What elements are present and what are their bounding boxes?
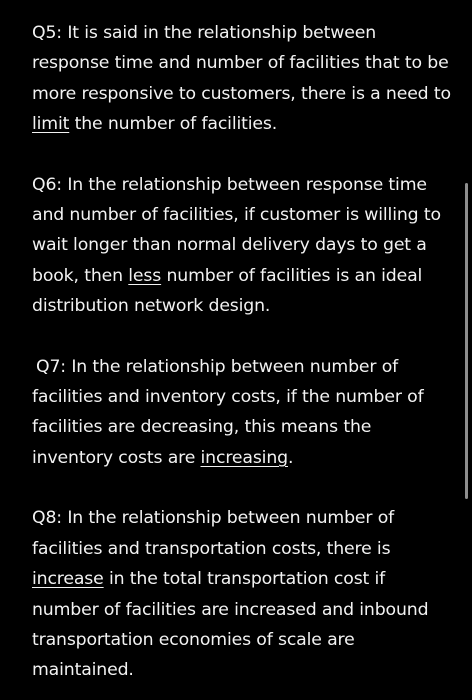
vertical-scrollbar[interactable] (465, 183, 468, 499)
q8-text-before: Q8: In the relationship between number of facilities and transportation costs, there is (32, 508, 395, 559)
q5-text-before: Q5: It is said in the relationship between response time and number of facilities that to be more responsive to customers, there is a need to (32, 23, 451, 104)
question-q7 (32, 352, 452, 474)
question-q6 (32, 170, 452, 322)
q5-text-after: the number of facilities. (69, 114, 278, 135)
questions-content (32, 18, 452, 686)
q8-text-after: in the total transportation cost if number of facilities are increased and inbound transportation economies of scale are maintained. (32, 569, 429, 681)
question-q5 (32, 18, 452, 140)
q5-answer: limit (32, 114, 70, 135)
question-q8 (32, 503, 452, 685)
q6-text-before: Q6: In the relationship between response time and number of facilities, if customer is willing to wait longer than normal delivery days to get a book, then (32, 174, 441, 286)
q7-text-before: Q7: In the relationship between number of facilities and inventory costs, if the number of facilities are decreasing, this means the inventory costs are (32, 356, 424, 468)
q6-answer: less (128, 265, 162, 286)
q7-answer: increasing (200, 447, 288, 468)
q7-text-after: . (287, 447, 294, 468)
q6-text-after: number of facilities is an ideal distribution network design. (32, 265, 423, 317)
q8-answer: increase (32, 569, 104, 590)
